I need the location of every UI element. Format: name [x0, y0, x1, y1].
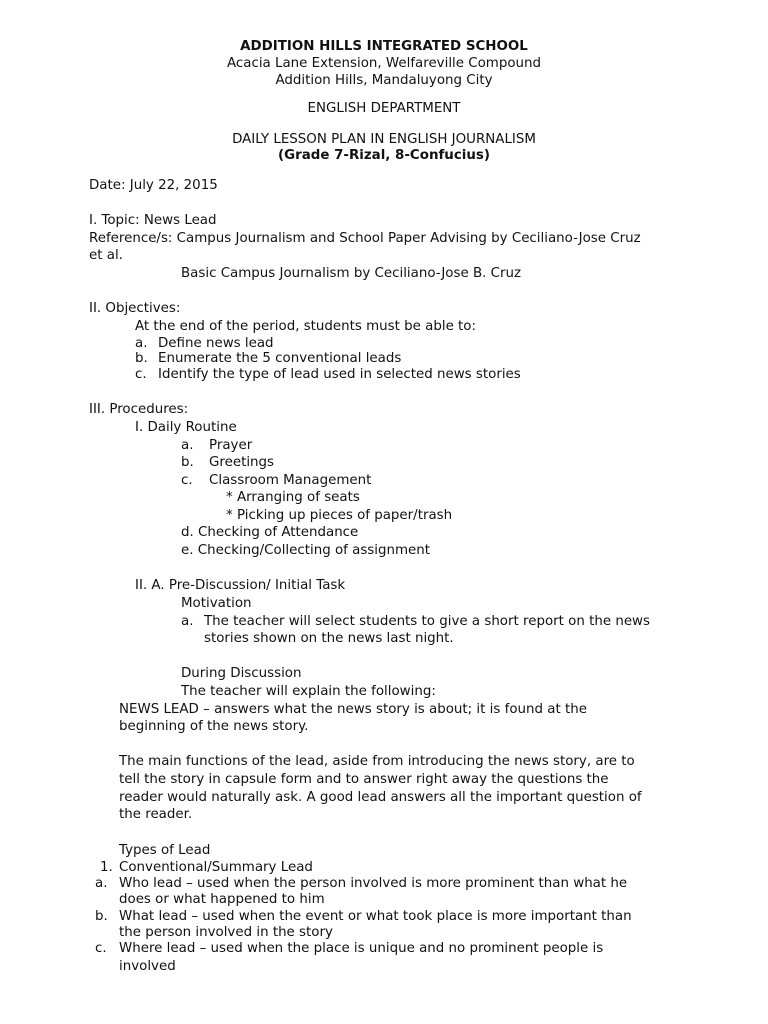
- department-name: ENGLISH DEPARTMENT: [307, 101, 461, 116]
- motivation-heading: Motivation: [181, 596, 252, 611]
- objective-label: b.: [135, 351, 148, 366]
- explain-line: The teacher will explain the following:: [181, 684, 436, 699]
- lesson-date: Date: July 22, 2015: [89, 178, 218, 193]
- procedures-heading: III. Procedures:: [89, 402, 189, 417]
- objectives-intro: At the end of the period, students must be able to:: [135, 319, 477, 334]
- routine-label: b.: [181, 455, 194, 470]
- routine-text: Prayer: [209, 438, 253, 453]
- routine-label: a.: [181, 438, 194, 453]
- reference-line-2: Basic Campus Journalism by Ceciliano-Jose B. Cruz: [181, 266, 522, 281]
- objective-label: c.: [135, 367, 147, 382]
- school-address-line-2: Addition Hills, Mandaluyong City: [275, 73, 493, 88]
- objective-item: [135, 366, 147, 384]
- reference-line-1-cont: et al.: [89, 248, 123, 263]
- lead-type-label: c.: [95, 941, 107, 956]
- lesson-plan-title: DAILY LESSON PLAN IN ENGLISH JOURNALISM: [232, 132, 536, 147]
- motivation-text-line-2: stories shown on the news last night.: [204, 631, 454, 646]
- school-name: ADDITION HILLS INTEGRATED SCHOOL: [240, 39, 528, 54]
- motivation-text-line-1: The teacher will select students to give a short report on the news: [204, 614, 650, 629]
- classroom-subitem: * Picking up pieces of paper/trash: [226, 508, 453, 523]
- who-lead-line-1: Who lead – used when the person involved is more prominent than what he: [119, 876, 628, 891]
- where-lead-line-2: involved: [119, 959, 176, 974]
- functions-paragraph-line-2: tell the story in capsule form and to answer right away the questions the: [119, 772, 609, 787]
- routine-label: c.: [181, 473, 193, 488]
- where-lead-line-1: Where lead – used when the place is unique and no prominent people is: [119, 941, 604, 956]
- functions-paragraph-line-1: The main functions of the lead, aside from introducing the news story, are to: [119, 754, 635, 769]
- routine-text: Classroom Management: [209, 473, 372, 488]
- pre-discussion-heading: II. A. Pre-Discussion/ Initial Task: [135, 578, 346, 593]
- routine-text: Greetings: [209, 455, 274, 470]
- objective-text: Define news lead: [158, 336, 274, 351]
- objective-text: Identify the type of lead used in selected news stories: [158, 367, 521, 382]
- what-lead-line-1: What lead – used when the event or what took place is more important than: [119, 909, 632, 924]
- routine-item-e: e. Checking/Collecting of assignment: [181, 543, 431, 558]
- classroom-subitem: * Arranging of seats: [226, 490, 360, 505]
- objectives-heading: II. Objectives:: [89, 301, 181, 316]
- lead-type-label: a.: [95, 876, 108, 891]
- objective-text: Enumerate the 5 conventional leads: [158, 351, 402, 366]
- objective-label: a.: [135, 336, 148, 351]
- routine-item-d: d. Checking of Attendance: [181, 525, 359, 540]
- news-lead-definition-line-1: NEWS LEAD – answers what the news story is about; it is found at the: [119, 702, 587, 717]
- news-lead-definition-line-2: beginning of the news story.: [119, 719, 309, 734]
- motivation-label: a.: [181, 614, 194, 629]
- functions-paragraph-line-3: reader would naturally ask. A good lead answers all the important question of: [119, 790, 642, 805]
- type-conventional-lead: Conventional/Summary Lead: [119, 860, 313, 875]
- who-lead-line-2: does or what happened to him: [119, 892, 325, 907]
- type-number-label: 1.: [100, 860, 113, 875]
- objective-item: [135, 350, 148, 368]
- during-discussion-heading: During Discussion: [181, 666, 302, 681]
- grade-sections: (Grade 7-Rizal, 8-Confucius): [278, 148, 490, 163]
- lead-type-label: b.: [95, 909, 108, 924]
- types-of-lead-heading: Types of Lead: [119, 843, 211, 858]
- topic-line: I. Topic: News Lead: [89, 213, 217, 228]
- functions-paragraph-line-4: the reader.: [119, 807, 193, 822]
- daily-routine-heading: I. Daily Routine: [135, 420, 237, 435]
- school-address-line-1: Acacia Lane Extension, Welfareville Compound: [226, 56, 542, 71]
- what-lead-line-2: the person involved in the story: [119, 925, 333, 940]
- reference-line-1: Reference/s: Campus Journalism and School Paper Advising by Ceciliano-Jose Cruz: [89, 231, 641, 246]
